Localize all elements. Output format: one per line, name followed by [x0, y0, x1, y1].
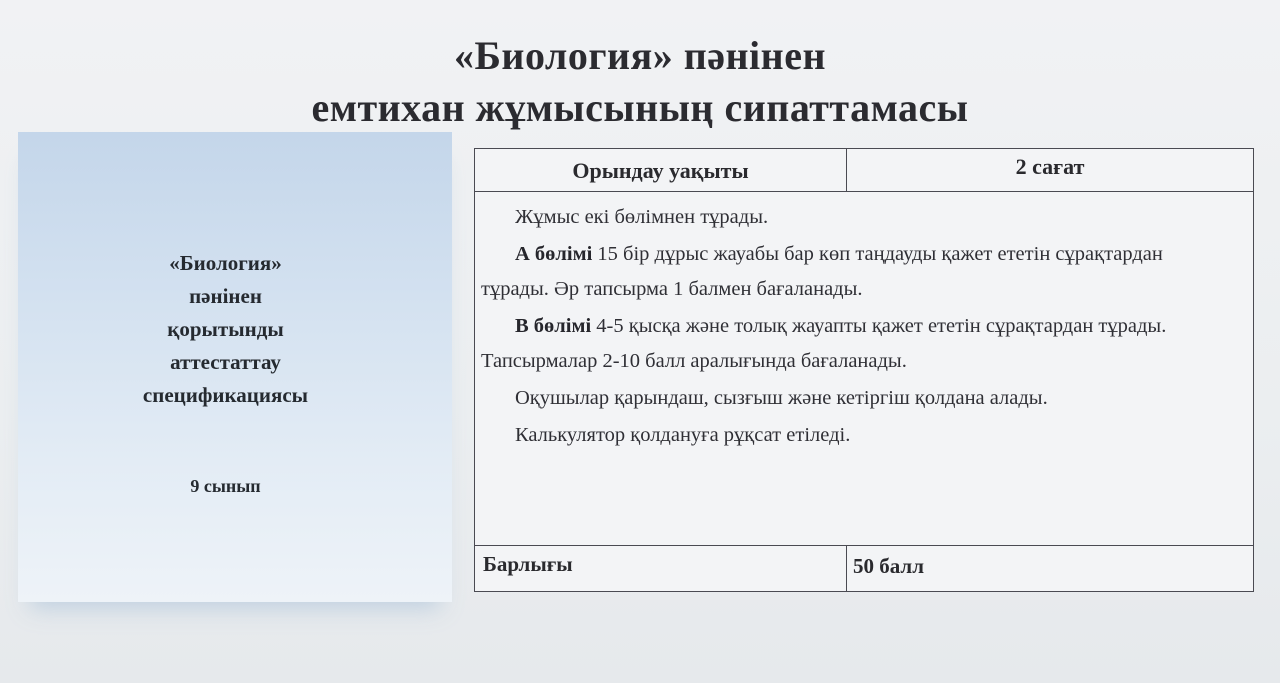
card-line: спецификациясы: [142, 383, 309, 407]
exam-spec-table: [474, 148, 1254, 592]
card-subject-text: [18, 247, 433, 412]
paragraph-calculator: Калькулятор қолдануға рұқсат етіледі.: [515, 424, 851, 446]
part-a-label: А бөлімі: [515, 243, 593, 265]
card-line: қорытынды: [167, 317, 284, 341]
title-line-2: емтихан жұмысының сипаттамасы: [311, 85, 969, 130]
subject-card: [18, 132, 452, 602]
part-b-label: В бөлімі: [515, 315, 592, 337]
table-row-time: [475, 149, 1253, 192]
paragraph-part-a: [481, 237, 1233, 307]
card-line: «Биология»: [169, 251, 282, 275]
card-grade: 9 сынып: [190, 476, 261, 496]
part-b-text: 4-5 қысқа және толық жауапты қажет ететін сұрақтардан тұрады. Тапсырмалар 2-10 балл аралығында бағаланады.: [481, 315, 1167, 372]
card-line: аттестаттау: [170, 350, 281, 374]
time-label-cell: Орындау уақыты: [475, 149, 847, 191]
paragraph-tools: Оқушылар қарындаш, сызғыш және кетіргіш қолдана алады.: [515, 387, 1048, 409]
paragraph-structure: Жұмыс екі бөлімнен тұрады.: [515, 206, 769, 228]
part-a-text: 15 бір дұрыс жауабы бар көп таңдауды қажет ететін сұрақтардан тұрады. Әр тапсырма 1 балмен бағаланады.: [481, 243, 1163, 300]
paragraph-part-b: [481, 309, 1233, 379]
table-row-total: [475, 545, 1253, 591]
description-cell: [475, 192, 1253, 547]
time-value-cell: 2 сағат: [1015, 154, 1085, 179]
total-label-cell: Барлығы: [475, 546, 847, 591]
total-value-cell: 50 балл: [853, 554, 924, 578]
card-line: пәнінен: [189, 284, 262, 308]
page-title: [0, 30, 1280, 134]
title-line-1: «Биология» пәнінен: [453, 33, 827, 78]
